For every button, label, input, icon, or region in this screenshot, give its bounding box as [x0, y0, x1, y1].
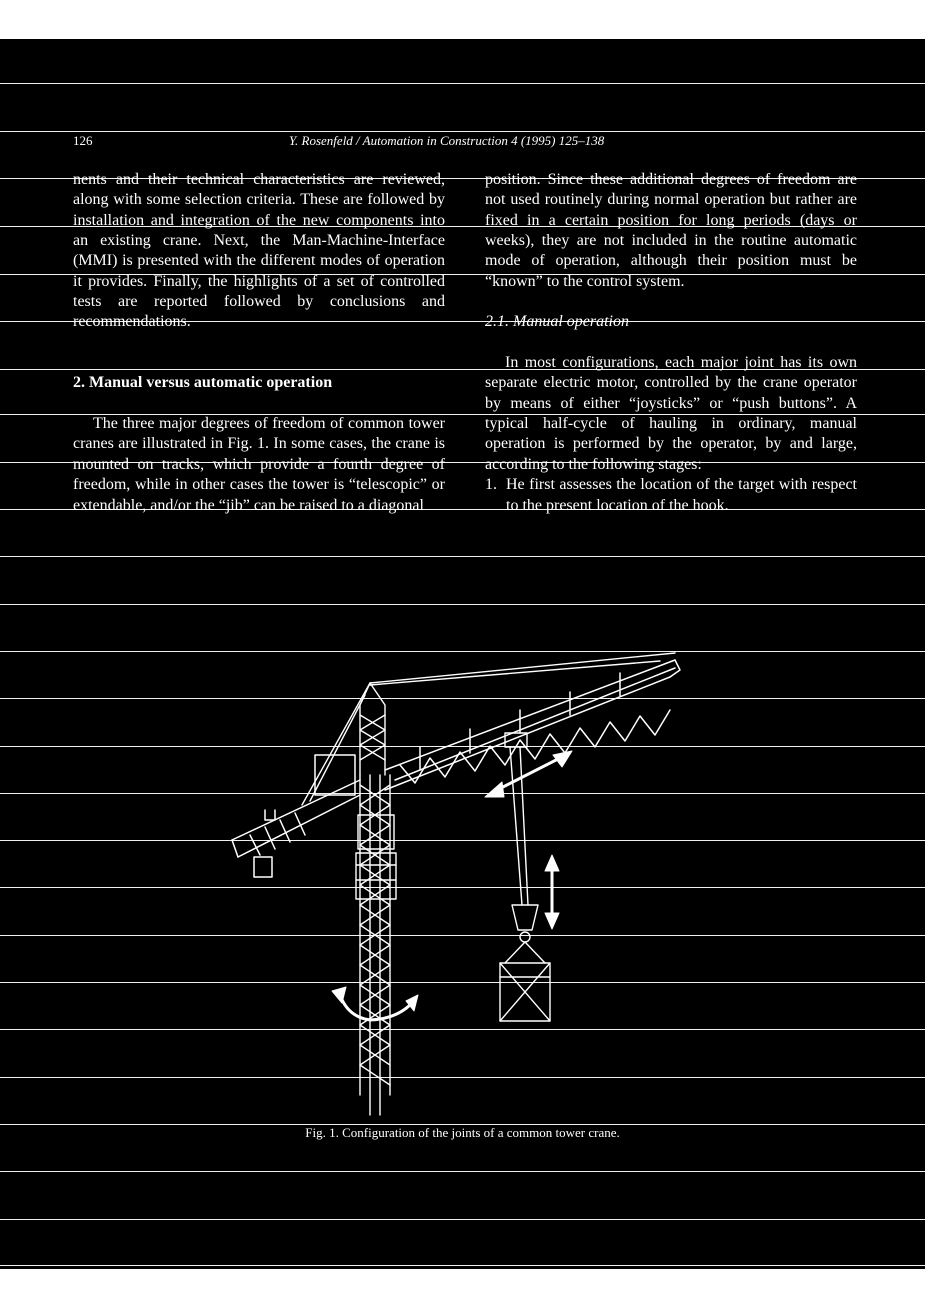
- body-paragraph: The three major degrees of freedom of common tower cranes are illustrated in Fig. 1. In some cases, the crane is mounted on tracks, which provide a fourth degree of freedom, while in other cases the tower is “telescopic” or extendable, and/or the “jib” can be raised to a diagonal: [73, 415, 445, 514]
- page-number: 126: [73, 133, 93, 148]
- figure-caption: Fig. 1. Configuration of the joints of a common tower crane.: [305, 1125, 620, 1140]
- running-head: Y. Rosenfeld / Automation in Construction 4 (1995) 125–138: [289, 133, 605, 148]
- counter-jib: [232, 755, 360, 877]
- arrow-head: [553, 751, 572, 767]
- running-header: [73, 131, 853, 151]
- body-paragraph: position. Since these additional degrees of freedom are not used routinely during normal operation but rather are fixed in a certain position for long periods (days or weeks), they are not included in the routine automatic mode of operation, although their position must be “known” to the control system.: [485, 171, 857, 290]
- scan-rule: [0, 1171, 925, 1172]
- arrow-head: [545, 855, 559, 871]
- scan-rule: [0, 83, 925, 84]
- arrow-head: [485, 782, 504, 797]
- scan-rule: [0, 1265, 925, 1266]
- tower-crane-figure: [220, 605, 700, 1125]
- arrow-head: [545, 913, 559, 929]
- section-heading: 2. Manual versus automatic operation: [73, 374, 333, 392]
- scan-rule: [0, 556, 925, 557]
- right-column: [485, 170, 857, 516]
- subsection-heading: 2.1. Manual operation: [485, 313, 629, 331]
- left-column: [73, 170, 445, 516]
- scan-rule: [0, 1219, 925, 1220]
- scanned-page: [0, 39, 925, 1269]
- crane-mast: [356, 775, 396, 1115]
- list-text: He first assesses the location of the target with respect to the present location of the hook.: [506, 476, 857, 514]
- body-paragraph: In most configurations, each major joint has its own separate electric motor, controlled by the crane operator by means of either “joysticks” or “push buttons”. A typical half-cycle of hauling in ordinary, manual operation is performed by the operator, by and large, according to the following stages:: [485, 354, 857, 473]
- trolley-travel-arrow: [495, 758, 560, 791]
- body-paragraph: nents and their technical characteristics are reviewed, along with some selection criteria. These are followed by installation and integration of the new components into an existing crane. Next, the Man-Machine-Interface (MMI) is presented with the different modes of operation it provides. Finally, the highlights of a set of controlled tests are reported followed by conclusions and recommendations.: [73, 171, 445, 331]
- tower-head: [302, 653, 675, 805]
- slewing-arrow: [340, 995, 410, 1020]
- list-item: [485, 475, 857, 516]
- list-number: 1.: [485, 476, 497, 494]
